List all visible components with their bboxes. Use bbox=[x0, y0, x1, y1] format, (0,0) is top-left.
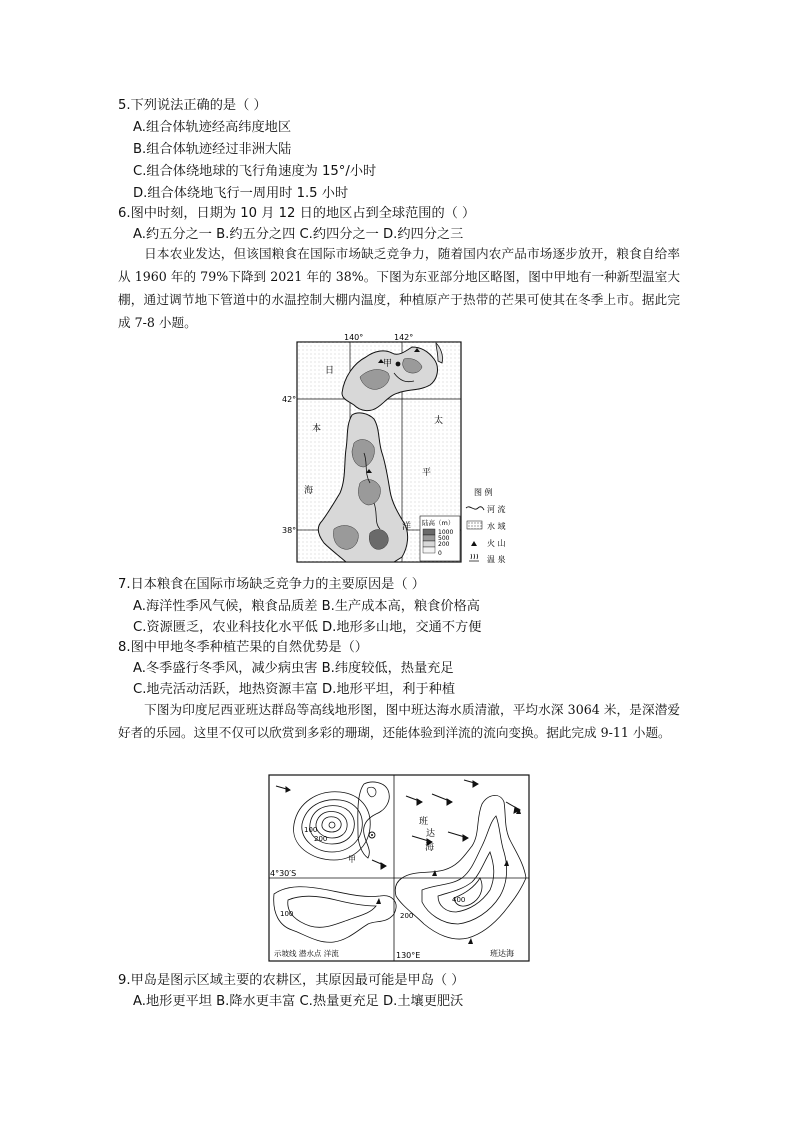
lon-label-130e: 130°E bbox=[396, 951, 421, 960]
pacific-char-2: 平 bbox=[422, 468, 432, 478]
question-6-options: A.约五分之一 B.约五分之四 C.约四分之一 D.约四分之三 bbox=[133, 227, 464, 242]
question-5-option-a: A.组合体轨迹经高纬度地区 bbox=[133, 120, 292, 135]
banda-map-figure bbox=[268, 774, 530, 962]
elevation-level-500: 500 bbox=[438, 535, 450, 542]
lat-label-42: 42° bbox=[282, 395, 297, 404]
question-7-options-cd: C.资源匮乏，农业科技化水平低 D.地形多山地，交通不方便 bbox=[133, 620, 482, 635]
lat-label-38: 38° bbox=[282, 526, 297, 535]
contour-label-400: 400 bbox=[452, 896, 466, 904]
question-8-options-ab: A.冬季盛行冬季风，减少病虫害 B.纬度较低，热量充足 bbox=[133, 661, 454, 676]
question-7-options-ab: A.海洋性季风气候，粮食品质差 B.生产成本高，粮食价格高 bbox=[133, 599, 480, 614]
hot-spring-icon bbox=[469, 554, 479, 561]
elevation-level-0: 0 bbox=[438, 550, 442, 557]
question-5-stem: 5.下列说法正确的是（ ） bbox=[118, 98, 267, 113]
passage-7-8-text: 日本农业发达，但该国粮食在国际市场缺乏竞争力，随着国内农产品市场逐步放开，粮食自给率从 1960 年的 79%下降到 2021 年的 38%。下图为东亚部分地区略图，图中甲地有一种新型温室大棚，通过调节地下管道中的水温控制大棚内温度，种植原产于热带的芒果可使其在冬季上市。据此完成 7-8 小题。 bbox=[118, 246, 680, 330]
sea-label-banda-corner: 班达海 bbox=[490, 949, 514, 958]
question-5-option-b: B.组合体轨迹经过非洲大陆 bbox=[133, 142, 292, 157]
question-5-option-c: C.组合体绕地球的飞行角速度为 15°/小时 bbox=[133, 164, 377, 179]
water-icon bbox=[467, 521, 482, 529]
jia-label: 甲 bbox=[383, 359, 393, 369]
sea-label-da: 达 bbox=[426, 829, 436, 839]
question-6-stem: 6.图中时刻，日期为 10 月 12 日的地区占到全球范围的（ ） bbox=[118, 206, 476, 221]
sea-japan-char-1: 日 bbox=[325, 366, 335, 376]
question-8-options-cd: C.地壳活动活跃，地热资源丰富 D.地形平坦，利于种植 bbox=[133, 682, 456, 697]
jia-location-marker bbox=[396, 362, 401, 367]
elevation-level-1000: 1000 bbox=[438, 529, 454, 536]
legend-hot-spring: 温 泉 bbox=[487, 555, 506, 564]
pacific-char-3: 洋 bbox=[402, 522, 412, 532]
question-9-options: A.地形更平坦 B.降水更丰富 C.热量更充足 D.土壤更肥沃 bbox=[133, 994, 464, 1009]
legend-title: 图 例 bbox=[474, 488, 493, 497]
sea-japan-char-2: 本 bbox=[312, 424, 322, 434]
legend-volcano: 火 山 bbox=[487, 539, 506, 548]
passage-9-11-text: 下图为印度尼西亚班达群岛等高线地形图，图中班达海水质清澈，平均水深 3064 米，是深潜爱好者的乐园。这里不仅可以欣赏到多彩的珊瑚，还能体验到洋流的流向变换。据此完成 9-11 小题。 bbox=[118, 702, 680, 740]
japan-map bbox=[282, 333, 530, 565]
river-icon bbox=[466, 507, 484, 510]
elevation-level-200: 200 bbox=[438, 541, 450, 548]
question-5-option-d: D.组合体绕地飞行一周用时 1.5 小时 bbox=[133, 186, 349, 201]
japan-map-figure bbox=[282, 333, 530, 565]
contour-label-200: 200 bbox=[314, 835, 328, 843]
volcano-icon bbox=[471, 541, 477, 546]
question-9-stem: 9.甲岛是图示区域主要的农耕区，其原因最可能是甲岛（ ） bbox=[118, 973, 465, 988]
lon-label-140: 140° bbox=[344, 333, 364, 342]
question-7-stem: 7.日本粮食在国际市场缺乏竞争力的主要原因是（ ） bbox=[118, 577, 425, 592]
passage-9-11 bbox=[118, 698, 680, 744]
legend-water: 水 域 bbox=[487, 522, 506, 531]
map2-legend: 示坡线 潜水点 洋流 bbox=[274, 949, 339, 958]
contour-label-100-south: 100 bbox=[280, 910, 294, 918]
contour-label-100-jia: 100 bbox=[304, 826, 318, 834]
legend-river: 河 流 bbox=[487, 505, 506, 514]
lon-label-142: 142° bbox=[394, 333, 414, 342]
lat-label-4-30s: 4°30′S bbox=[270, 869, 297, 878]
sea-japan-char-3: 海 bbox=[304, 486, 314, 496]
contour-label-200-right: 200 bbox=[400, 912, 414, 920]
sea-label-hai: 海 bbox=[425, 843, 435, 853]
passage-7-8 bbox=[118, 242, 680, 334]
jia-island-label: 甲 bbox=[348, 855, 356, 864]
pacific-char-1: 太 bbox=[434, 416, 444, 426]
sea-label-ban: 班 bbox=[419, 817, 429, 827]
question-8-stem: 8.图中甲地冬季种植芒果的自然优势是（） bbox=[118, 640, 368, 655]
banda-map bbox=[268, 774, 530, 962]
elevation-legend-title: 陆高（m） bbox=[422, 519, 455, 527]
